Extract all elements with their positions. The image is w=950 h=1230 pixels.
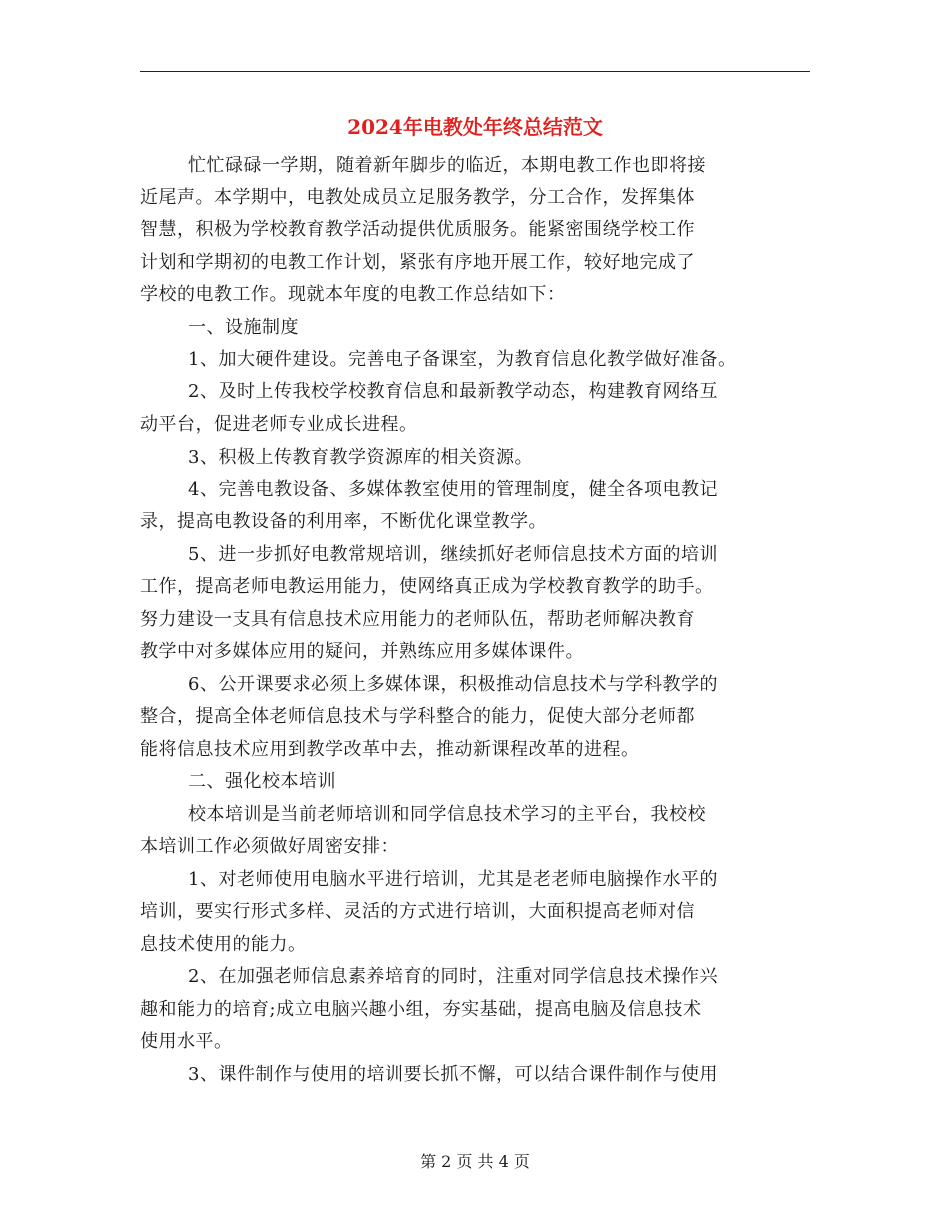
text-line: 录，提高电教设备的利用率，不断优化课堂教学。	[140, 511, 547, 532]
text-line: 校本培训是当前老师培训和同学信息技术学习的主平台，我校校	[188, 804, 706, 825]
page-number-footer: 第 2 页 共 4 页	[420, 1152, 530, 1171]
text-line: 努力建设一支具有信息技术应用能力的老师队伍，帮助老师解决教育	[140, 609, 695, 630]
document-title: 2024年电教处年终总结范文	[347, 115, 603, 139]
text-line: 使用水平。	[140, 1031, 233, 1052]
header-rule	[140, 71, 810, 72]
text-line: 趣和能力的培育;成立电脑兴趣小组，夯实基础，提高电脑及信息技术	[140, 999, 702, 1020]
text-line: 教学中对多媒体应用的疑问，并熟练应用多媒体课件。	[140, 641, 584, 662]
text-line: 整合，提高全体老师信息技术与学科整合的能力，促使大部分老师都	[140, 706, 695, 727]
text-line: 6、公开课要求必须上多媒体课，积极推动信息技术与学科教学的	[188, 674, 718, 695]
text-line: 工作，提高老师电教运用能力，使网络真正成为学校教育教学的助手。	[140, 576, 714, 597]
text-line: 计划和学期初的电教工作计划，紧张有序地开展工作，较好地完成了	[140, 252, 695, 273]
text-line: 培训，要实行形式多样、灵活的方式进行培训，大面积提高老师对信	[140, 901, 695, 922]
text-line: 1、加大硬件建设。完善电子备课室，为教育信息化教学做好准备。	[188, 349, 737, 370]
text-line: 本培训工作必须做好周密安排：	[140, 836, 399, 857]
text-line: 2、在加强老师信息素养培育的同时，注重对同学信息技术操作兴	[188, 966, 718, 987]
text-line: 4、完善电教设备、多媒体教室使用的管理制度，健全各项电教记	[188, 479, 718, 500]
text-line: 3、课件制作与使用的培训要长抓不懈，可以结合课件制作与使用	[188, 1064, 718, 1085]
section-heading: 一、设施制度	[188, 317, 299, 338]
text-line: 5、进一步抓好电教常规培训，继续抓好老师信息技术方面的培训	[188, 544, 718, 565]
text-line: 息技术使用的能力。	[140, 934, 307, 955]
text-line: 智慧，积极为学校教育教学活动提供优质服务。能紧密围绕学校工作	[140, 219, 695, 240]
text-line: 1、对老师使用电脑水平进行培训，尤其是老老师电脑操作水平的	[188, 869, 718, 890]
text-line: 忙忙碌碌一学期，随着新年脚步的临近，本期电教工作也即将接	[188, 155, 706, 176]
text-line: 2、及时上传我校学校教育信息和最新教学动态，构建教育网络互	[188, 381, 718, 402]
text-line: 动平台，促进老师专业成长进程。	[140, 414, 418, 435]
text-line: 能将信息技术应用到教学改革中去，推动新课程改革的进程。	[140, 739, 640, 760]
section-heading: 二、强化校本培训	[188, 771, 336, 792]
text-line: 学校的电教工作。现就本年度的电教工作总结如下：	[140, 284, 566, 305]
text-line: 近尾声。本学期中，电教处成员立足服务教学，分工合作，发挥集体	[140, 187, 695, 208]
text-line: 3、积极上传教育教学资源库的相关资源。	[188, 447, 533, 468]
